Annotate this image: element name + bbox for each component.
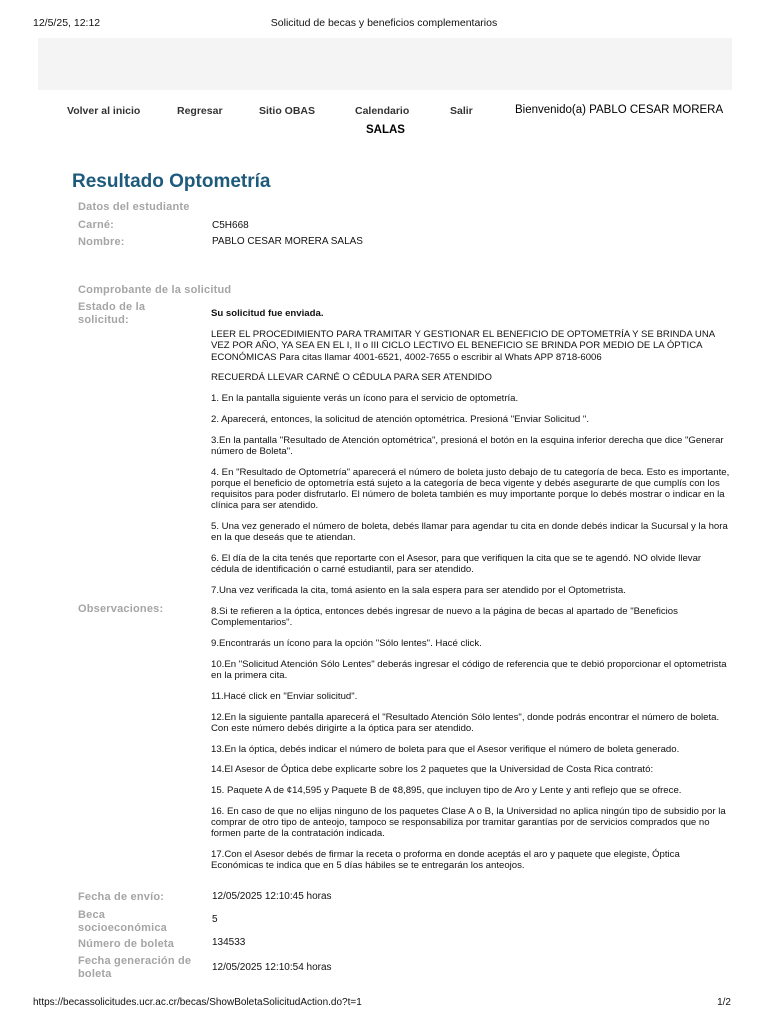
beca-label-continued: socioeconómica (78, 922, 167, 934)
beca-label: Beca (78, 909, 106, 921)
obs-paragraph: 2. Aparecerá, entonces, la solicitud de atención optométrica. Presioná "Enviar Solicitud ". (211, 414, 589, 425)
estado-value: Su solicitud fue enviada. (211, 308, 324, 319)
welcome-message-continued: SALAS (366, 124, 405, 136)
obs-paragraph: 15. Paquete A de ¢14,595 y Paquete B de ¢8,895, que incluyen tipo de Aro y Lente y anti reflejo que se ofrece. (211, 785, 682, 797)
student-section-label: Datos del estudiante (78, 201, 190, 213)
obs-paragraph: 3.En la pantalla "Resultado de Atención optométrica", presioná el botón en la esquina inferior derecha que dice "Generar número de Boleta". (211, 434, 724, 457)
page-title: Resultado Optometría (72, 171, 271, 192)
print-page-title: Solicitud de becas y beneficios complementarios (270, 17, 498, 29)
fecha-envio-value: 12/05/2025 12:10:45 horas (212, 891, 332, 902)
observaciones-text (211, 308, 731, 881)
boleta-value: 134533 (212, 937, 246, 948)
carne-label: Carné: (78, 219, 115, 231)
beca-value: 5 (212, 914, 218, 925)
nav-calendario-link[interactable]: Calendario (355, 105, 410, 117)
fecha-generacion-label-continued: boleta (78, 968, 112, 980)
nombre-value: PABLO CESAR MORERA SALAS (212, 236, 363, 247)
print-url: https://becassolicitudes.ucr.ac.cr/becas/ShowBoletaSolicitudAction.do?t=1 (33, 997, 362, 1008)
top-navigation (66, 100, 736, 140)
print-header (33, 17, 735, 31)
obs-paragraph: 16. En caso de que no elijas ninguno de los paquetes Clase A o B, la Universidad no aplica ningún tipo de subsidio por la comprar de otro tipo de anteojo, tampoco se responsabiliza por tramitar garantías por de servicios comprados que no formen parte de la contratación indicada. (211, 805, 726, 840)
obs-paragraph: LEER EL PROCEDIMIENTO PARA TRAMITAR Y GESTIONAR EL BENEFICIO DE OPTOMETRÍA Y SE BRINDA UNA VEZ POR AÑO, YA SEA EN EL I, II o III CICLO LECTIVO EL BENEFICIO SE BRINDA POR MEDIO DE LA ÓPTICA ECONÓMICAS Para citas llamar 4001-6521, 4002-7655 o escribir al Whats APP 8718-6006 (211, 329, 715, 363)
obs-paragraph: 8.Si te refieren a la óptica, entonces debés ingresar de nuevo a la página de becas al apartado de "Beneficios Complementarios". (211, 606, 678, 629)
fecha-envio-label: Fecha de envío: (78, 891, 165, 903)
obs-paragraph: 7.Una vez verificada la cita, tomá asiento en la sala espera para ser atendido por el Optometrista. (211, 585, 626, 597)
obs-paragraph: 1. En la pantalla siguiente verás un ícono para el servicio de optometría. (211, 393, 519, 405)
header-banner (38, 38, 732, 90)
obs-paragraph: 12.En la siguiente pantalla aparecerá el "Resultado Atención Sólo lentes", donde podrás encontrar el número de boleta. Con este número debés dirigirte a la óptica para ser atendido. (211, 711, 720, 734)
obs-paragraph: 11.Hacé click en "Enviar solicitud". (211, 690, 358, 702)
comprobante-section-label: Comprobante de la solicitud (78, 284, 232, 296)
print-datetime: 12/5/25, 12:12 (33, 17, 101, 29)
nav-regresar-link[interactable]: Regresar (177, 105, 223, 117)
print-page-number: 1/2 (717, 997, 731, 1008)
obs-paragraph: RECUERDÁ LLEVAR CARNÉ O CÉDULA PARA SER ATENDIDO (211, 372, 492, 384)
fecha-generacion-value: 12/05/2025 12:10:54 horas (212, 962, 332, 973)
estado-label-continued: solicitud: (78, 314, 129, 326)
fecha-generacion-label: Fecha generación de (78, 955, 192, 967)
obs-paragraph: 14.El Asesor de Óptica debe explicarte sobre los 2 paquetes que la Universidad de Costa Rica contrató: (211, 764, 654, 776)
observaciones-label: Observaciones: (78, 603, 164, 615)
obs-paragraph: 13.En la óptica, debés indicar el número de boleta para que el Asesor verifique el número de boleta generado. (211, 743, 680, 755)
obs-paragraph: 4. En "Resultado de Optometría" aparecerá el número de boleta justo debajo de tu categoría de beca. Esto es importante, porque el beneficio de optometría está sujeto a la categoría de beca vigente y debés asegurarte de que cumplís con los requisitos para poder disfrutarlo. El número de boleta también es muy importante porque lo debés mostrar o indicar en la clínica para ser atendido. (211, 466, 730, 512)
estado-label: Estado de la (78, 301, 146, 313)
obs-paragraph: 17.Con el Asesor debés de firmar la receta o proforma en donde aceptás el aro y paquete que elegiste, Óptica Económicas te indica que en 5 días hábiles se te entregarán los anteojos. (211, 849, 680, 872)
carne-value: C5H668 (212, 220, 249, 231)
obs-paragraph: 10.En "Solicitud Atención Sólo Lentes" deberás ingresar el código de referencia que te debió proporcionar el optometrista en la primera cita. (211, 658, 727, 681)
welcome-message: Bienvenido(a) PABLO CESAR MORERA (515, 104, 724, 116)
nav-salir-link[interactable]: Salir (450, 105, 473, 117)
obs-paragraph: 5. Una vez generado el número de boleta, debés llamar para agendar tu cita en donde debés indicar la Sucursal y la hora en la que deseás que te atiendan. (211, 521, 728, 544)
nombre-label: Nombre: (78, 236, 125, 248)
obs-paragraph: 6. El día de la cita tenés que reportarte con el Asesor, para que verifiquen la cita que se te agendó. NO olvide llevar cédula de identificación o carné estudiantil, para ser atendido. (211, 553, 702, 576)
nav-volver-inicio-link[interactable]: Volver al inicio (67, 105, 141, 117)
nav-sitio-obas-link[interactable]: Sitio OBAS (259, 105, 316, 117)
boleta-label: Número de boleta (78, 938, 175, 950)
obs-paragraph: 9.Encontrarás un ícono para la opción "Sólo lentes". Hacé click. (211, 638, 482, 649)
